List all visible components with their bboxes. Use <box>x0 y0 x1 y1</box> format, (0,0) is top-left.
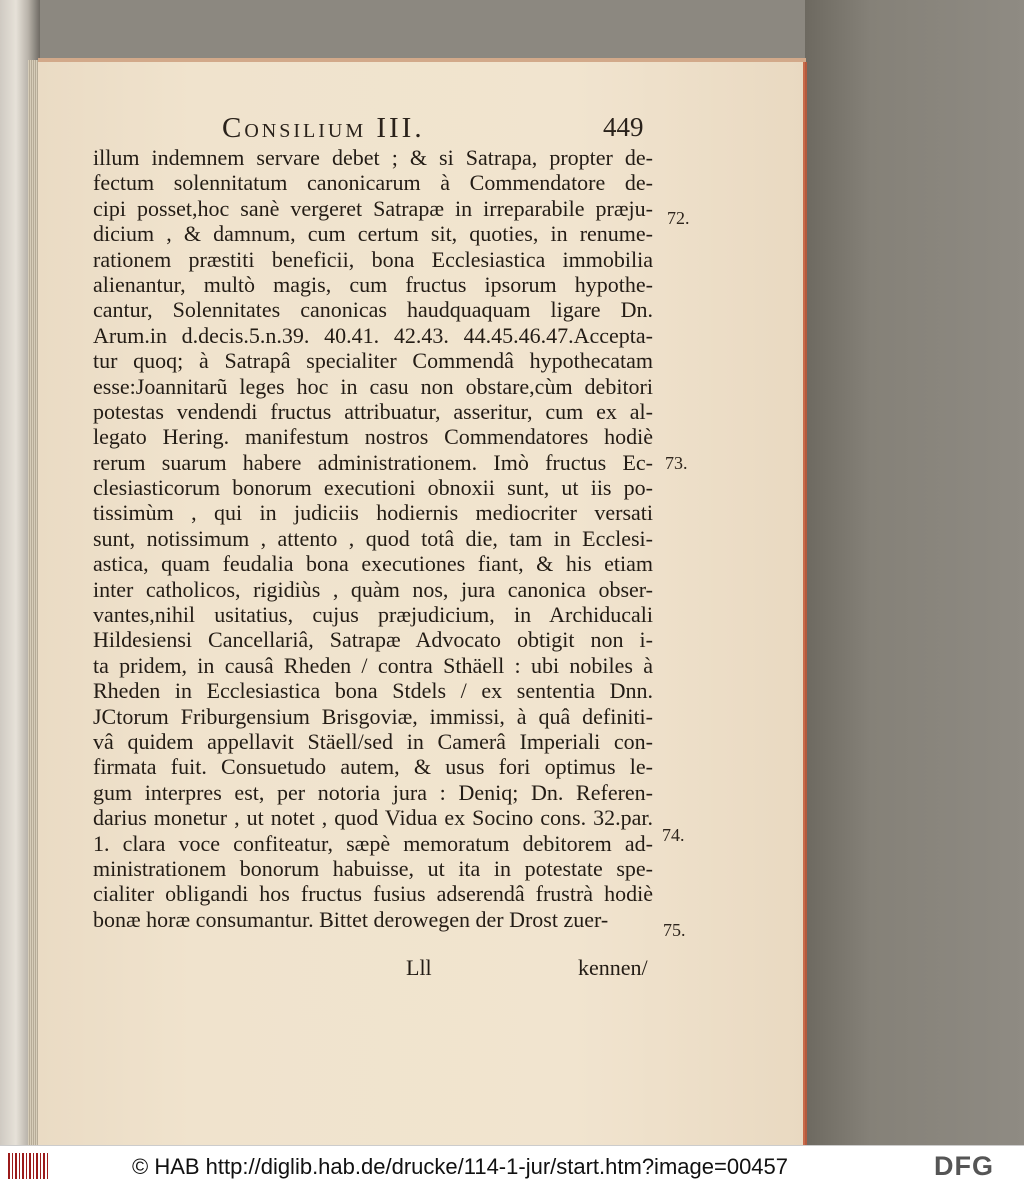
text-line: potestas vendendi fructus attribuatur, asseritur, cum ex al- <box>93 398 653 424</box>
text-line: esse:Joannitarũ leges hoc in casu non obstare,cùm debitori <box>93 373 653 399</box>
catchword: kennen/ <box>578 955 648 980</box>
text-line: tissimùm , qui in judiciis hodiernis mediocriter versati <box>93 500 653 526</box>
margin-note: 72. <box>667 208 690 228</box>
text-line: ta pridem, in causâ Rheden / contra Sthäell : ubi nobiles à <box>93 652 653 678</box>
background-right <box>805 0 1024 1145</box>
text-line: inter catholicos, rigidiùs , quàm nos, jura canonica obser- <box>93 576 653 602</box>
citation-link[interactable]: © HAB http://diglib.hab.de/drucke/114-1-jur/start.htm?image=00457 <box>132 1154 789 1179</box>
text-line: dicium , & damnum, cum certum sit, quoties, in renume- <box>93 221 653 247</box>
body-text <box>93 145 653 932</box>
text-line: alienantur, multò magis, cum fructus ipsorum hypothe- <box>93 271 653 297</box>
text-line: rationem præstiti beneficii, bona Ecclesiastica immobilia <box>93 246 653 272</box>
text-line: sunt, notissimum , attento , quod totâ die, tam in Ecclesi- <box>93 525 653 551</box>
text-line: Hildesiensi Cancellariâ, Satrapæ Advocato obtigit non i- <box>93 627 653 653</box>
dfg-logo: DFG <box>934 1151 994 1181</box>
text-line: Rheden in Ecclesiastica bona Stdels / ex sententia Dnn. <box>93 678 653 704</box>
text-line: JCtorum Friburgensium Brisgoviæ, immissi, à quâ definiti- <box>93 703 653 729</box>
text-line: astica, quam feudalia bona executiones fiant, & his etiam <box>93 551 653 577</box>
text-line: darius monetur , ut notet , quod Vidua ex Socino cons. 32.par. <box>93 805 653 831</box>
text-line: bonæ horæ consumantur. Bittet derowegen der Drost zuer- <box>93 906 609 932</box>
footer-bar <box>0 1145 1024 1186</box>
text-line: illum indemnem servare debet ; & si Satrapa, propter de- <box>93 145 653 170</box>
margin-note: 73. <box>665 453 688 473</box>
text-line: fectum solennitatum canonicarum à Commendatore de- <box>93 170 653 196</box>
text-line: rerum suarum habere administrationem. Imò fructus Ec- <box>93 449 653 475</box>
page-number: 449 <box>603 112 644 142</box>
text-line: clesiasticorum bonorum executioni obnoxii sunt, ut iis po- <box>93 475 653 501</box>
text-line: firmata fuit. Consuetudo autem, & usus fori optimus le- <box>93 754 653 780</box>
text-line: legato Hering. manifestum nostros Commendatores hodiè <box>93 424 653 450</box>
text-line: cantur, Solennitates canonicas haudquaquam ligare Dn. <box>93 297 653 323</box>
text-line: cialiter obligandi hos fructus fusius adserendâ frustrà hodiè <box>93 881 653 907</box>
text-line: vâ quidem appellavit Stäell/sed in Camerâ Imperiali con- <box>93 728 653 754</box>
text-line: Arum.in d.decis.5.n.39. 40.41. 42.43. 44.45.46.47.Accepta- <box>93 322 653 348</box>
text-line: vantes,nihil usitatius, cujus præjudicium, in Archiducali <box>93 602 653 628</box>
barcode-icon <box>8 1153 48 1179</box>
text-line: ministrationem bonorum habuisse, ut ita in potestate spe- <box>93 855 653 881</box>
running-header: Consilium III. <box>222 112 425 144</box>
text-line: tur quoq; à Satrapâ specialiter Commendâ hypothecatam <box>93 348 653 374</box>
margin-note: 74. <box>662 825 685 845</box>
text-line: 1. clara voce confiteatur, sæpè memoratum debitorem ad- <box>93 830 653 856</box>
text-line: cipi posset,hoc sanè vergeret Satrapæ in irreparabile præju- <box>93 195 653 221</box>
margin-note: 75. <box>663 920 686 940</box>
text-line: gum interpres est, per notoria jura : Deniq; Dn. Referen- <box>93 779 653 805</box>
signature-mark: Lll <box>406 955 432 980</box>
